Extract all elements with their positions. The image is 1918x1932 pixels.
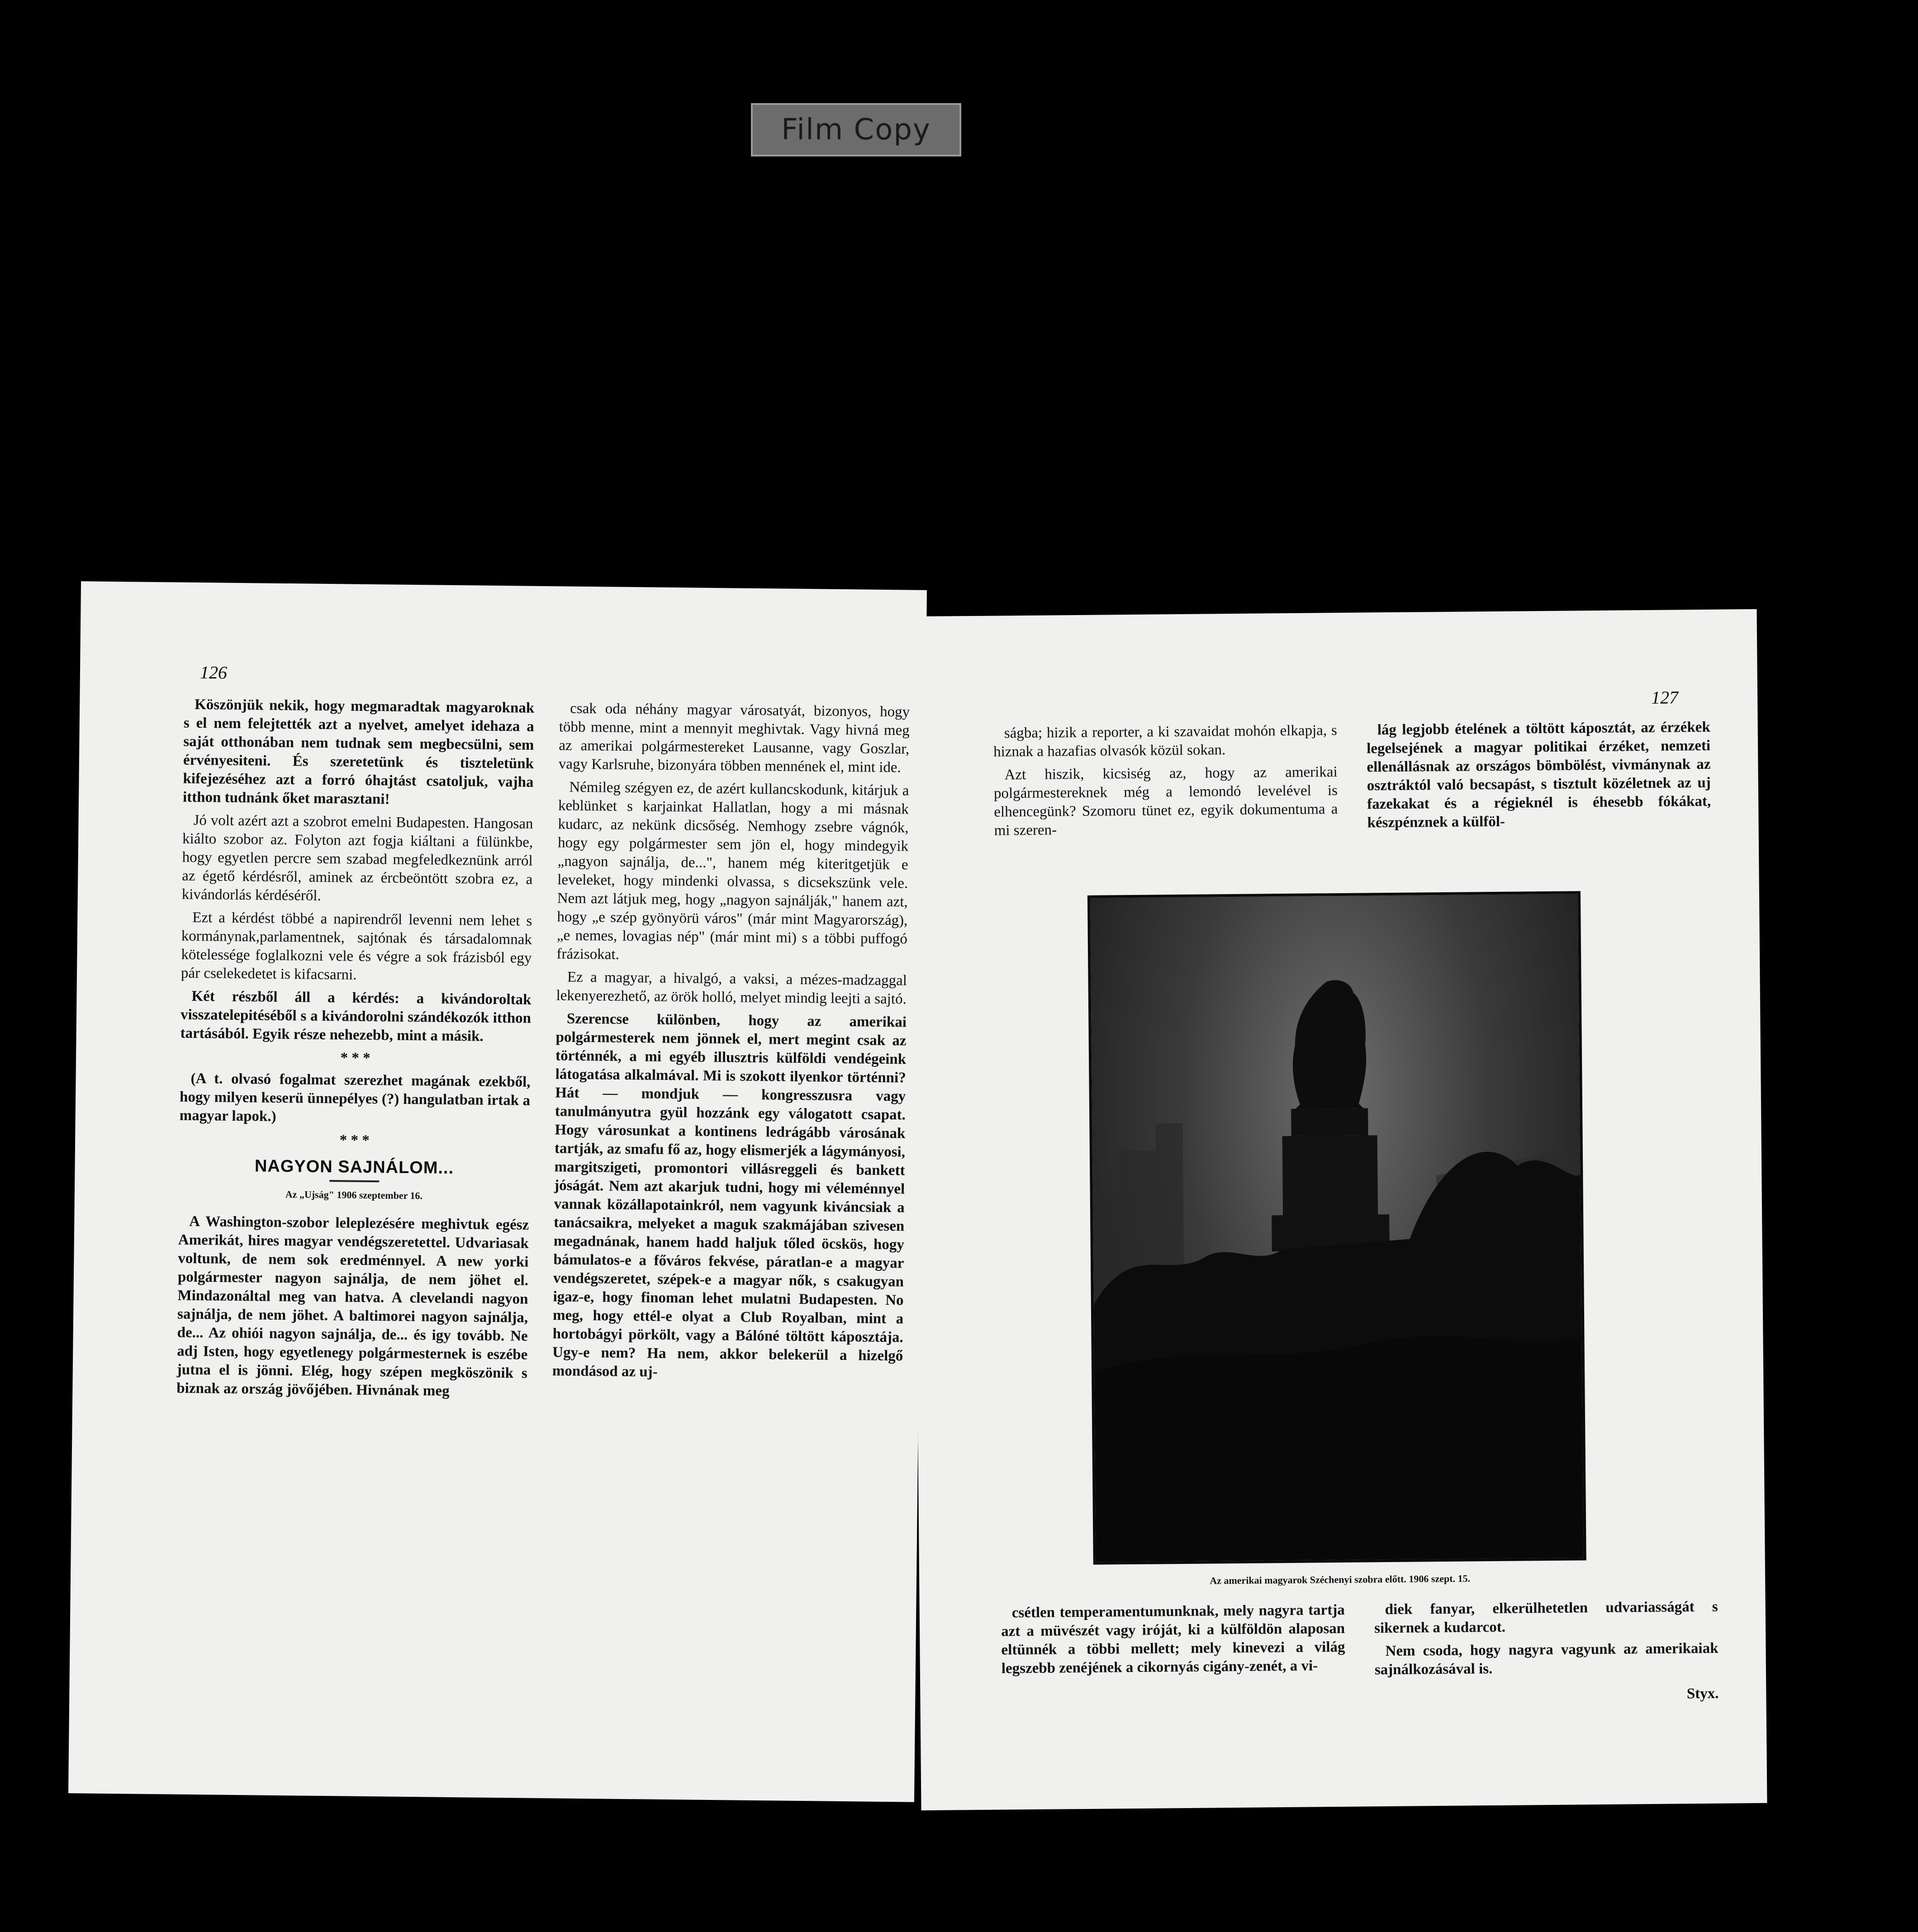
section-divider: * * * xyxy=(339,1132,370,1149)
film-copy-label: Film Copy xyxy=(751,103,961,156)
paragraph: csak oda néhány magyar városatyát, bizonyos, hogy több menne, mint a mennyit meghivtak. Vagy hivná meg az amerikai polgármestereket Lausanne, vagy Goszlar, vagy Karlsruhe, bizonyára többen mennének el, mint ide. xyxy=(558,700,910,776)
right-page xyxy=(911,609,1767,1810)
left-column xyxy=(176,696,534,1406)
heading-rule xyxy=(329,1180,379,1182)
statue-silhouette-image xyxy=(1090,894,1584,1562)
paragraph: Két részből áll a kérdés: a kivándoroltak visszatelepitéséből s a kivándorolni szándékozók itthon tartásából. Egyik része nehezebb, mint a másik. xyxy=(180,988,532,1045)
right-column xyxy=(552,699,910,1388)
page-number: 127 xyxy=(1651,687,1679,708)
top-right-column xyxy=(1367,718,1711,837)
left-page xyxy=(68,581,927,1802)
paragraph: ságba; hizik a reporter, a ki szavaidat mohón elkapja, s hiznak a hazafias olvasók közül sokan. xyxy=(993,722,1337,760)
bottom-right-column xyxy=(1374,1598,1719,1706)
article-body: A Washington-szobor leleplezésére meghivtuk egész Amerikát, hires magyar vendégszeretettel. Udvariasak voltunk, de nem sok eredménnyel. A new yorki polgármester nagyon sajnálja, de nem jöhet el. Mindazonáltal meg van hatva. A clevelandi nagyon sajnálja, de nem jöhet. A baltimorei nagyon sajnálja, de... Az ohiói nagyon sajnálja, de... és igy tovább. Ne adj Isten, hogy egyetlenegy polgármesternek is eszébe jutna el is jönni. Elég, hogy szépen megköszönik s biznak az ország jövőjében. Hivnának meg xyxy=(176,1213,529,1399)
paragraph: Azt hiszik, kicsiség az, hogy az amerikai polgármestereknek még a lemondó levelével is elhencegünk? Szomoru tünet ez, egyik dokumentuma a mi szeren- xyxy=(993,763,1338,839)
paragraph: Némileg szégyen ez, de azért kullancskodunk, kitárjuk a keblünket s karjainkat Hallatlan, hogy a mi másnak kudarc, az nekünk dicsőség. Nemhogy zsebre vágnók, hogy egy polgármester sem jön el, hogy mindegyik „nagyon sajnálja, de...", hanem még kiteritgetjük e leveleket, hogy mindenki olvassa, s dicsekszünk vele. Nem azt látjuk meg, hogy „nagyon sajnálják," hanem azt, hogy „e szép gyönyörü város" (már mint Magyarország), „e nemes, lovagias nép" (már mint mi) s a többi puffogó frázisokat. xyxy=(556,779,909,963)
section-divider: * * * xyxy=(340,1050,370,1067)
paragraph: Ezt a kérdést többé a napirendről levenni nem lehet s kormánynak,parlamentnek, sajtónak és társadalomnak kötelessége foglalkozni vele és végre a sok frázisból egy pár cselekedetet is kifacsarni. xyxy=(180,909,532,983)
statue-photograph xyxy=(1087,891,1586,1564)
article-source: Az „Ujság" 1906 szeptember 16. xyxy=(285,1189,423,1202)
paragraph: Nem csoda, hogy nagyra vagyunk az amerikaiak sajnálkozásával is. xyxy=(1374,1640,1719,1678)
author-signature: Styx. xyxy=(1686,1685,1719,1702)
paragraph: Szerencse különben, hogy az amerikai polgármesterek nem jönnek el, mert megint csak az történnék, a mi egyéb illusztris külföldi vendégeink látogatása alkalmával. Mi is szokott ilyenkor történni? Hát — mondjuk — kongresszusra vagy tanulmányutra gyül hozzánk egy válogatott csapat. Hogy városunkat a kontinens ledrágább városának tartják, az smafu fő az, hogy elismerjék a lágymányosi, margitszigeti, promontori villásreggeli és bankett jóságát. Nem azt akarjuk tudni, hogy mi véleménnyel vannak közállapotainkról, nem vagyunk kiváncsiak a tanácsaikra, melyeket a maguk szakmájában szivesen megadnának, hanem hadd haljuk tőled öcskös, hogy bámulatos-e a főváros fekvése, páratlan-e a magyar vendégszeretet, szépek-e a magyar nők, s csakugyan igaz-e, hogy finoman lehet mulatni Budapesten. No meg, hogy ettél-e olyat a Club Royalban, mint a hortobágyi pörkölt, vagy a Bálóné töltött káposztája. Ugy-e nem? Ha nem, akkor belekerül a hizelgő mondásod az uj- xyxy=(552,1010,907,1380)
editor-note: (A t. olvasó fogalmat szerezhet magának ezekből, hogy milyen keserü ünnepélyes (?) hangulatban irtak a magyar lapok.) xyxy=(179,1070,531,1125)
paragraph: lág legjobb ételének a töltött káposztát, az érzékek legelsejének a magyar politikai érzéket, nemzeti ellenállásnak az országos bömbölést, vivmánynak az osztráktól való becsapást, s tisztult közéletnek az uj fazekakat és a régieknél is éhesebb fókákat, készpénznek a külföl- xyxy=(1366,719,1711,831)
paragraph: diek fanyar, elkerülhetetlen udvariasságát s sikernek a kudarcot. xyxy=(1374,1598,1718,1637)
paragraph: Ez a magyar, a hivalgó, a vaksi, a mézes-madzaggal lekenyerezhető, az örök holló, melyet mindig leejti a sajtó. xyxy=(556,969,907,1008)
paragraph: csétlen temperamentumunknak, mely nagyra tartja azt a müvészét vagy iróját, ki a külföldön alaposan eltünnék a többi mellett; mely kinevezi a világ legszebb zenéjének a cikornyás cigány-zenét, a vi- xyxy=(1001,1601,1345,1677)
bottom-left-column xyxy=(1001,1601,1345,1683)
paragraph: Köszönjük nekik, hogy megmaradtak magyaroknak s el nem felejtették azt a nyelvet, amelyet idehaza a saját otthonában nem tudnak sem megbecsülni, sem érvényesiteni. És szeretetünk és tiszteletünk kifejezéséhez azt a forró óhajtást csatoljuk, vajha itthon tudnánk őket marasztani! xyxy=(182,696,535,808)
top-left-column xyxy=(993,721,1338,845)
paragraph: Jó volt azért azt a szobrot emelni Budapesten. Hangosan kiálto szobor az. Folyton azt fogja kiáltani a fülünkbe, hogy egyetlen percre sem szabad megfeledkeznünk arról az égető kérdésről, aminek az ércbeöntött szobra ez, a kivándorlás kérdéséről. xyxy=(181,812,533,904)
article-heading: NAGYON SAJNÁLOM... xyxy=(254,1156,454,1178)
photo-caption: Az amerikai magyarok Széchenyi szobra előtt. 1906 szept. 15. xyxy=(1210,1572,1471,1586)
page-number: 126 xyxy=(199,662,228,683)
